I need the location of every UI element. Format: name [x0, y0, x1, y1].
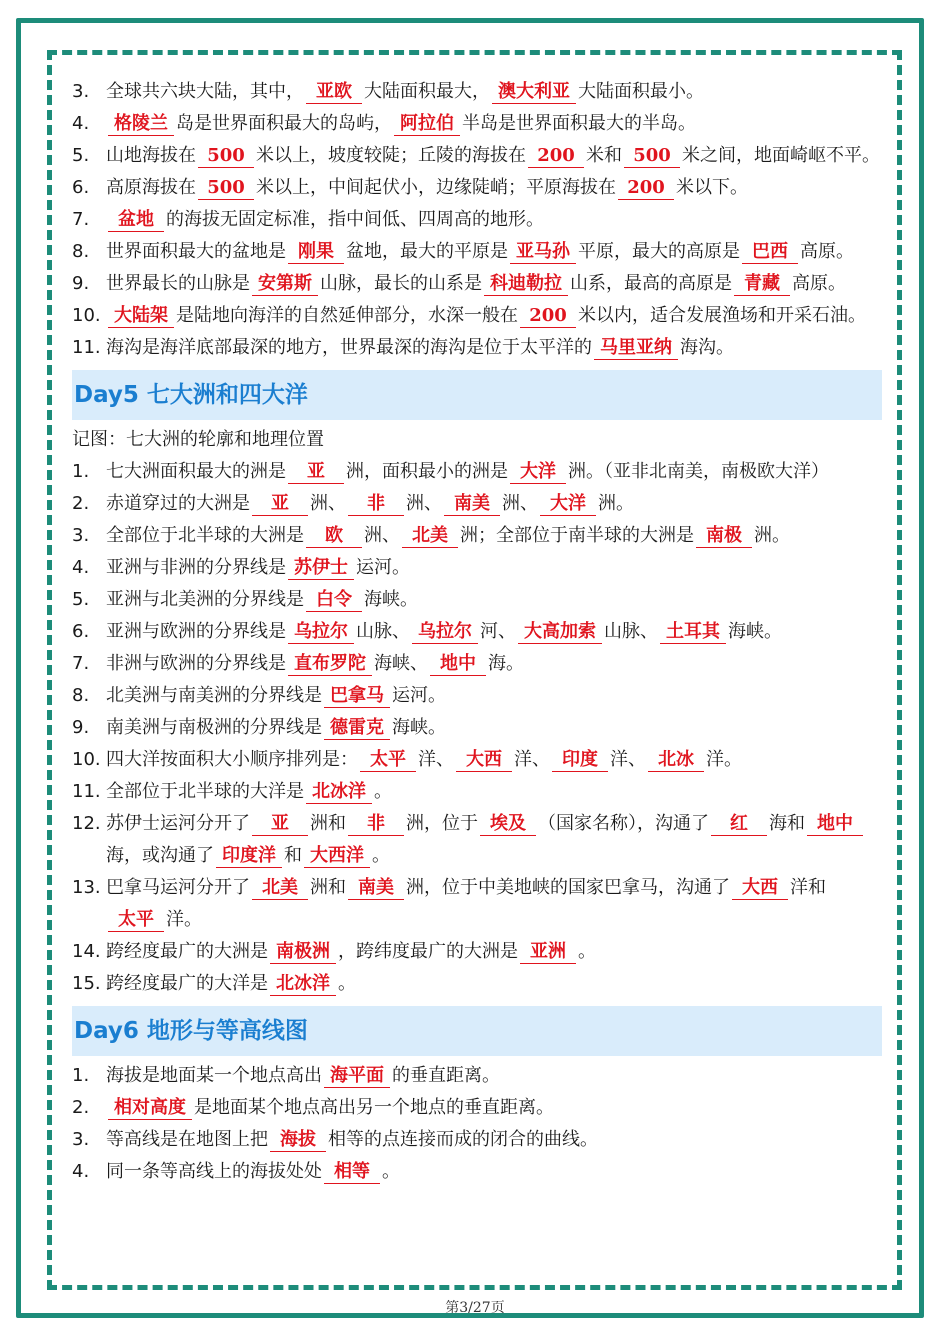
- text-segment: 七大洲面积最大的洲是: [106, 461, 286, 482]
- text-segment: 的海拔无固定标准，指中间低、四周高的地形。: [166, 209, 544, 230]
- question-number: 2.: [72, 1097, 90, 1118]
- question-text: [106, 776, 882, 808]
- text-segment: 半岛是世界面积最大的半岛。: [462, 113, 696, 134]
- text-segment: 。: [374, 781, 392, 802]
- question-text: [106, 300, 882, 332]
- question-number: 4.: [72, 113, 90, 134]
- text-segment: 洲和: [310, 877, 346, 898]
- text-segment: 洲和: [310, 813, 346, 834]
- question-number: 14.: [72, 941, 101, 962]
- text-segment: 和: [284, 845, 302, 866]
- question-item: [72, 456, 882, 488]
- question-text: [106, 268, 882, 300]
- answer-blank: 200: [520, 305, 576, 328]
- answer-blank: 南美: [348, 877, 404, 900]
- text-segment: 高原海拔在: [106, 177, 196, 198]
- text-segment: 洲，面积最小的洲是: [346, 461, 508, 482]
- question-number: 3.: [72, 1129, 90, 1150]
- text-segment: 洲、: [502, 493, 538, 514]
- answer-blank: 非: [348, 813, 404, 836]
- question-item: [72, 1124, 882, 1156]
- question-item: [72, 108, 882, 140]
- text-segment: 跨经度最广的大洲是: [106, 941, 268, 962]
- answer-blank: 500: [198, 145, 254, 168]
- question-item: [72, 1092, 882, 1124]
- answer-blank: 直布罗陀: [288, 653, 372, 676]
- answer-blank: 科迪勒拉: [484, 273, 568, 296]
- question-item: [72, 140, 882, 172]
- question-number: 5.: [72, 589, 90, 610]
- text-segment: 海，或沟通了: [106, 845, 214, 866]
- text-segment: 。: [578, 941, 596, 962]
- answer-blank: 大洋: [540, 493, 596, 516]
- day6-list: [72, 1060, 882, 1188]
- text-segment: 洲。: [598, 493, 634, 514]
- question-item: [72, 968, 882, 1000]
- answer-blank: 安第斯: [252, 273, 318, 296]
- answer-blank: 苏伊士: [288, 557, 354, 580]
- answer-blank: 乌拉尔: [412, 621, 478, 644]
- question-text: [106, 488, 882, 520]
- question-number: 5.: [72, 145, 90, 166]
- answer-blank: 大西: [456, 749, 512, 772]
- question-number: 9.: [72, 273, 90, 294]
- question-number: 11.: [72, 781, 101, 802]
- question-number: 3.: [72, 81, 90, 102]
- question-number: 10.: [72, 305, 101, 326]
- text-segment: 米和: [586, 145, 622, 166]
- text-segment: 。: [338, 973, 356, 994]
- question-number: 8.: [72, 241, 90, 262]
- question-item: [72, 872, 882, 936]
- answer-blank: 澳大利亚: [492, 81, 576, 104]
- text-segment: 。: [382, 1161, 400, 1182]
- answer-blank: 500: [624, 145, 680, 168]
- answer-blank: 亚马孙: [510, 241, 576, 264]
- page-number: 第3/27页: [445, 1300, 505, 1316]
- text-segment: 同一条等高线上的海拔处处: [106, 1161, 322, 1182]
- text-segment: 亚洲与非洲的分界线是: [106, 557, 286, 578]
- question-text: [106, 1060, 882, 1092]
- answer-blank: 南极洲: [270, 941, 336, 964]
- question-text: [106, 1156, 882, 1188]
- question-item: [72, 616, 882, 648]
- answer-blank: 马里亚纳: [594, 337, 678, 360]
- answer-blank: 北冰洋: [306, 781, 372, 804]
- text-segment: 米之间，地面崎岖不平。: [682, 145, 880, 166]
- text-segment: 高原。: [800, 241, 854, 262]
- text-segment: 全球共六块大陆，其中，: [106, 81, 304, 102]
- answer-blank: 大西洋: [304, 845, 370, 868]
- answer-blank: 土耳其: [660, 621, 726, 644]
- answer-blank: 北冰: [648, 749, 704, 772]
- question-number: 8.: [72, 685, 90, 706]
- question-text: [106, 1124, 882, 1156]
- answer-blank: 大陆架: [108, 305, 174, 328]
- answer-blank: 欧: [306, 525, 362, 548]
- text-segment: 洲；全部位于南半球的大洲是: [460, 525, 694, 546]
- question-item: [72, 808, 882, 872]
- question-item: [72, 1060, 882, 1092]
- question-number: 4.: [72, 557, 90, 578]
- answer-blank: 青藏: [734, 273, 790, 296]
- page-content: [72, 76, 882, 1188]
- text-segment: 海沟。: [680, 337, 734, 358]
- text-segment: 海峡、: [374, 653, 428, 674]
- question-text: [106, 648, 882, 680]
- question-text: [106, 808, 882, 872]
- text-segment: 海峡。: [728, 621, 782, 642]
- text-segment: 全部位于北半球的大洋是: [106, 781, 304, 802]
- question-text: [106, 236, 882, 268]
- answer-blank: 南极: [696, 525, 752, 548]
- answer-blank: 地中: [807, 813, 863, 836]
- text-segment: 洋。: [166, 909, 202, 930]
- text-segment: 洋。: [706, 749, 742, 770]
- answer-blank: 大洋: [510, 461, 566, 484]
- question-item: [72, 236, 882, 268]
- question-number: 1.: [72, 1065, 90, 1086]
- text-segment: 米以上，坡度较陡；丘陵的海拔在: [256, 145, 526, 166]
- text-segment: 洋、: [514, 749, 550, 770]
- question-item: [72, 520, 882, 552]
- question-item: [72, 744, 882, 776]
- text-segment: 大陆面积最大，: [364, 81, 490, 102]
- answer-blank: 地中: [430, 653, 486, 676]
- text-segment: 是陆地向海洋的自然延伸部分，水深一般在: [176, 305, 518, 326]
- text-segment: 山脉，最长的山系是: [320, 273, 482, 294]
- answer-blank: 格陵兰: [108, 113, 174, 136]
- question-text: [106, 552, 882, 584]
- question-text: [106, 456, 882, 488]
- question-text: [106, 712, 882, 744]
- question-text: [106, 744, 882, 776]
- answer-blank: 亚: [252, 493, 308, 516]
- question-item: [72, 488, 882, 520]
- text-segment: 海。: [488, 653, 524, 674]
- question-number: 6.: [72, 621, 90, 642]
- question-text: [106, 172, 882, 204]
- question-text: [106, 520, 882, 552]
- text-segment: 洋、: [418, 749, 454, 770]
- question-text: [106, 936, 882, 968]
- question-number: 9.: [72, 717, 90, 738]
- answer-blank: 非: [348, 493, 404, 516]
- question-number: 1.: [72, 461, 90, 482]
- question-item: [72, 712, 882, 744]
- text-segment: 平原，最大的高原是: [578, 241, 740, 262]
- question-item: [72, 552, 882, 584]
- text-segment: 洋、: [610, 749, 646, 770]
- question-item: [72, 268, 882, 300]
- answer-blank: 大高加索: [518, 621, 602, 644]
- question-text: [106, 140, 882, 172]
- text-segment: 河、: [480, 621, 516, 642]
- question-number: 15.: [72, 973, 101, 994]
- question-number: 7.: [72, 653, 90, 674]
- map-note: 记图：七大洲的轮廓和地理位置: [72, 429, 324, 450]
- question-text: [106, 204, 882, 236]
- section-title-day6: Day6 地形与等高线图: [72, 1006, 882, 1056]
- text-segment: 南美洲与南极洲的分界线是: [106, 717, 322, 738]
- question-item: [72, 584, 882, 616]
- answer-blank: 相等: [324, 1161, 380, 1184]
- answer-blank: 亚: [252, 813, 308, 836]
- question-text: [106, 1092, 882, 1124]
- question-text: [106, 616, 882, 648]
- answer-blank: 北冰洋: [270, 973, 336, 996]
- text-segment: 山地海拔在: [106, 145, 196, 166]
- text-segment: 非洲与欧洲的分界线是: [106, 653, 286, 674]
- text-segment: 苏伊士运河分开了: [106, 813, 250, 834]
- text-segment: 海峡。: [364, 589, 418, 610]
- text-segment: （国家名称），沟通了: [538, 813, 709, 834]
- answer-blank: 乌拉尔: [288, 621, 354, 644]
- question-text: [106, 108, 882, 140]
- text-segment: 洋和: [790, 877, 826, 898]
- text-segment: 运河。: [392, 685, 446, 706]
- text-segment: 亚洲与欧洲的分界线是: [106, 621, 286, 642]
- answer-blank: 德雷克: [324, 717, 390, 740]
- text-segment: 岛是世界面积最大的岛屿，: [176, 113, 392, 134]
- question-text: [106, 76, 882, 108]
- question-text: [106, 968, 882, 1000]
- question-text: [106, 584, 882, 616]
- answer-blank: 巴西: [742, 241, 798, 264]
- day5-list: [72, 456, 882, 1000]
- text-segment: 米以上，中间起伏小，边缘陡峭；平原海拔在: [256, 177, 616, 198]
- text-segment: ，跨纬度最广的大洲是: [338, 941, 518, 962]
- question-number: 4.: [72, 1161, 90, 1182]
- answer-blank: 盆地: [108, 209, 164, 232]
- text-segment: 米以下。: [676, 177, 748, 198]
- text-segment: 洲、: [310, 493, 346, 514]
- question-number: 6.: [72, 177, 90, 198]
- answer-blank: 太平: [108, 909, 164, 932]
- question-item: [72, 204, 882, 236]
- answer-blank: 200: [528, 145, 584, 168]
- text-segment: 洲，位于中美地峡的国家巴拿马，沟通了: [406, 877, 730, 898]
- answer-blank: 刚果: [288, 241, 344, 264]
- question-item: [72, 300, 882, 332]
- text-segment: 山脉、: [604, 621, 658, 642]
- question-number: 12.: [72, 813, 101, 834]
- answer-blank: 亚洲: [520, 941, 576, 964]
- answer-blank: 红: [711, 813, 767, 836]
- text-segment: 海拔是地面某一个地点高出: [106, 1065, 322, 1086]
- text-segment: 相等的点连接而成的闭合的曲线。: [328, 1129, 598, 1150]
- text-segment: 世界面积最大的盆地是: [106, 241, 286, 262]
- text-segment: 是地面某个地点高出另一个地点的垂直距离。: [194, 1097, 554, 1118]
- answer-blank: 相对高度: [108, 1097, 192, 1120]
- answer-blank: 亚欧: [306, 81, 362, 104]
- text-segment: 洲，位于: [406, 813, 478, 834]
- answer-blank: 500: [198, 177, 254, 200]
- intro-list: [72, 76, 882, 364]
- answer-blank: 亚: [288, 461, 344, 484]
- question-number: 13.: [72, 877, 101, 898]
- question-item: [72, 76, 882, 108]
- text-segment: 海峡。: [392, 717, 446, 738]
- text-segment: 洲、: [364, 525, 400, 546]
- answer-blank: 南美: [444, 493, 500, 516]
- text-segment: 盆地，最大的平原是: [346, 241, 508, 262]
- question-number: 7.: [72, 209, 90, 230]
- answer-blank: 大西: [732, 877, 788, 900]
- text-segment: 全部位于北半球的大洲是: [106, 525, 304, 546]
- answer-blank: 印度: [552, 749, 608, 772]
- section-title-day5: Day5 七大洲和四大洋: [72, 370, 882, 420]
- text-segment: 山系，最高的高原是: [570, 273, 732, 294]
- question-number: 11.: [72, 337, 101, 358]
- answer-blank: 阿拉伯: [394, 113, 460, 136]
- answer-blank: 北美: [402, 525, 458, 548]
- text-segment: 运河。: [356, 557, 410, 578]
- answer-blank: 巴拿马: [324, 685, 390, 708]
- text-segment: 四大洋按面积大小顺序排列是：: [106, 749, 358, 770]
- answer-blank: 海平面: [324, 1065, 390, 1088]
- question-item: [72, 332, 882, 364]
- text-segment: 洲、: [406, 493, 442, 514]
- text-segment: 赤道穿过的大洲是: [106, 493, 250, 514]
- question-item: [72, 776, 882, 808]
- question-text: [106, 872, 882, 936]
- answer-blank: 印度洋: [216, 845, 282, 868]
- question-item: [72, 680, 882, 712]
- answer-blank: 白令: [306, 589, 362, 612]
- question-text: [106, 332, 882, 364]
- text-segment: 海沟是海洋底部最深的地方，世界最深的海沟是位于太平洋的: [106, 337, 592, 358]
- text-segment: 。: [372, 845, 390, 866]
- text-segment: 的垂直距离。: [392, 1065, 500, 1086]
- question-item: [72, 172, 882, 204]
- text-segment: 跨经度最广的大洋是: [106, 973, 268, 994]
- question-item: [72, 936, 882, 968]
- answer-blank: 埃及: [480, 813, 536, 836]
- text-segment: 米以内，适合发展渔场和开采石油。: [578, 305, 866, 326]
- text-segment: 洲。: [754, 525, 790, 546]
- text-segment: 亚洲与北美洲的分界线是: [106, 589, 304, 610]
- question-number: 2.: [72, 493, 90, 514]
- text-segment: 等高线是在地图上把: [106, 1129, 268, 1150]
- question-number: 3.: [72, 525, 90, 546]
- answer-blank: 太平: [360, 749, 416, 772]
- question-item: [72, 1156, 882, 1188]
- text-segment: 高原。: [792, 273, 846, 294]
- question-text: [106, 680, 882, 712]
- text-segment: 世界最长的山脉是: [106, 273, 250, 294]
- question-item: [72, 648, 882, 680]
- question-number: 10.: [72, 749, 101, 770]
- text-segment: 洲。（亚非北南美，南极欧大洋）: [568, 461, 829, 482]
- text-segment: 北美洲与南美洲的分界线是: [106, 685, 322, 706]
- text-segment: 山脉、: [356, 621, 410, 642]
- answer-blank: 海拔: [270, 1129, 326, 1152]
- answer-blank: 200: [618, 177, 674, 200]
- answer-blank: 北美: [252, 877, 308, 900]
- text-segment: 大陆面积最小。: [578, 81, 704, 102]
- text-segment: 巴拿马运河分开了: [106, 877, 250, 898]
- text-segment: 海和: [769, 813, 805, 834]
